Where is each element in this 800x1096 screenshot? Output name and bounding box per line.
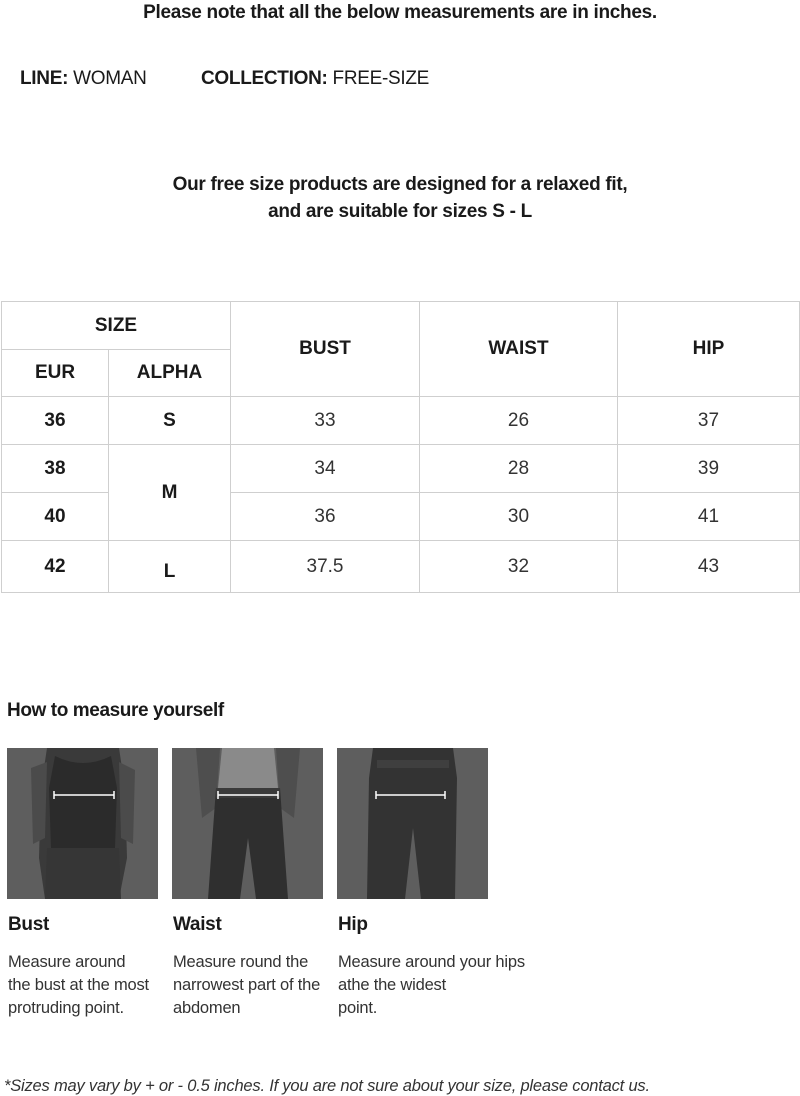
table-row: [2, 445, 800, 493]
waist-caption-text: [173, 951, 320, 1020]
caption-line: Measure around your hips: [338, 953, 525, 971]
collection-label: COLLECTION:: [201, 68, 328, 89]
intro-line-2: and are suitable for sizes S - L: [268, 201, 532, 222]
eur-cell: 38: [2, 445, 109, 493]
hip-caption-text: [338, 951, 525, 1020]
bust-cell: 36: [231, 493, 420, 541]
waist-cell: 32: [420, 541, 618, 593]
hip-cell: 37: [618, 397, 800, 445]
caption-line: protruding point.: [8, 999, 124, 1017]
caption-line: point.: [338, 999, 378, 1017]
hip-cell: 39: [618, 445, 800, 493]
collection-info: [201, 68, 429, 90]
caption-line: athe the widest: [338, 976, 446, 994]
intro-line-1: Our free size products are designed for a relaxed fit,: [172, 174, 628, 195]
line-value: WOMAN: [73, 68, 147, 89]
table-row: [2, 397, 800, 445]
table-row: [2, 541, 800, 593]
waist-cell: 28: [420, 445, 618, 493]
line-label: LINE:: [20, 68, 69, 89]
how-to-measure-title: How to measure yourself: [7, 700, 224, 721]
size-chart-table: [1, 301, 800, 593]
free-size-intro: [0, 171, 800, 225]
caption-line: Measure round the: [173, 953, 309, 971]
eur-cell: 40: [2, 493, 109, 541]
bust-cell: 33: [231, 397, 420, 445]
alpha-cell: L: [109, 541, 231, 593]
waist-header: WAIST: [420, 302, 618, 397]
line-info: [20, 68, 147, 90]
caption-line: the bust at the most: [8, 976, 149, 994]
bust-measure-image: [7, 748, 158, 899]
measurement-note: Please note that all the below measurements are in inches.: [143, 2, 657, 23]
alpha-cell: S: [109, 397, 231, 445]
bust-caption-text: [8, 951, 149, 1020]
hip-caption-title: Hip: [338, 914, 368, 935]
caption-line: Measure around: [8, 953, 126, 971]
alpha-cell: M: [109, 445, 231, 541]
collection-value: FREE-SIZE: [332, 68, 430, 89]
bust-cell: 37.5: [231, 541, 420, 593]
hip-cell: 41: [618, 493, 800, 541]
hip-cell: 43: [618, 541, 800, 593]
eur-header: EUR: [2, 350, 109, 397]
caption-line: narrowest part of the: [173, 976, 321, 994]
eur-cell: 36: [2, 397, 109, 445]
hip-header: HIP: [618, 302, 800, 397]
waist-measure-image: [172, 748, 323, 899]
size-header: SIZE: [2, 302, 231, 350]
waist-caption-title: Waist: [173, 914, 222, 935]
eur-cell: 42: [2, 541, 109, 593]
caption-line: abdomen: [173, 999, 241, 1017]
waist-cell: 30: [420, 493, 618, 541]
size-footnote: *Sizes may vary by + or - 0.5 inches. If you are not sure about your size, please contact us.: [4, 1077, 650, 1095]
bust-caption-title: Bust: [8, 914, 50, 935]
waist-cell: 26: [420, 397, 618, 445]
bust-header: BUST: [231, 302, 420, 397]
alpha-header: ALPHA: [109, 350, 231, 397]
hip-measure-image: [337, 748, 488, 899]
bust-cell: 34: [231, 445, 420, 493]
